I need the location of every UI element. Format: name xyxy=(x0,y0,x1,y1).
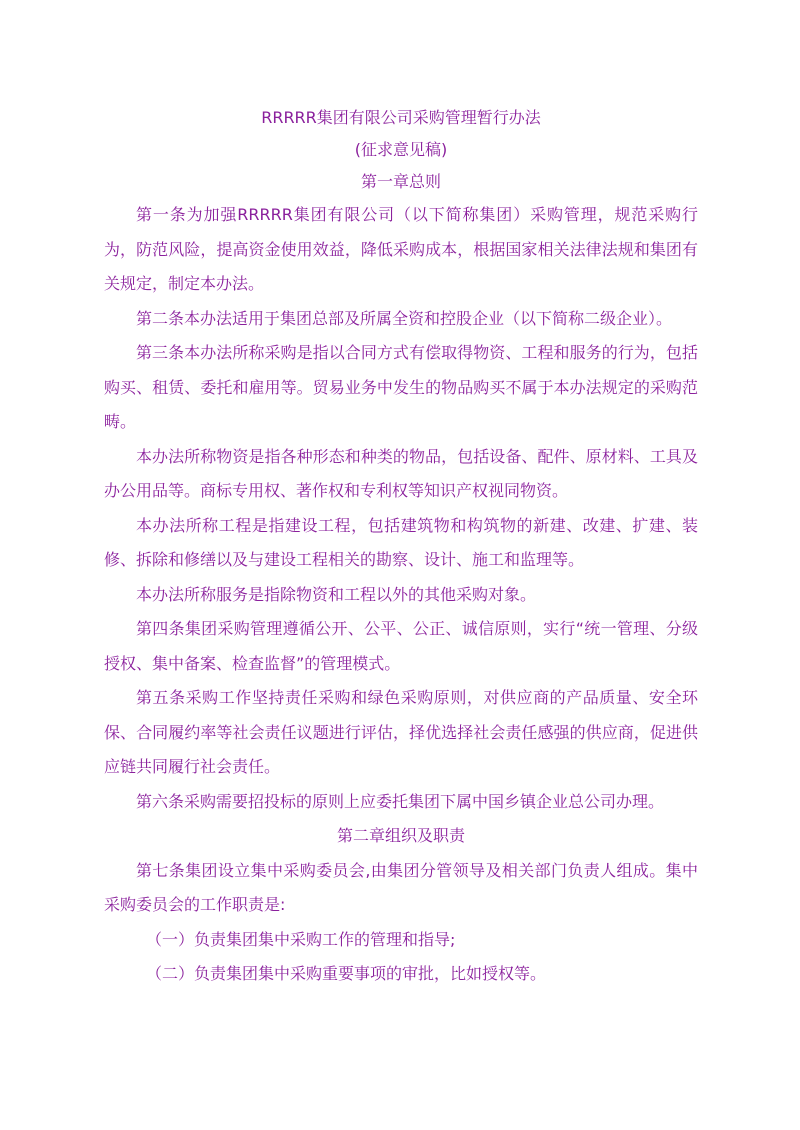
article-1: 第一条为加强RRRRR集团有限公司（以下简称集团）采购管理，规范采购行为，防范风险，提高资金使用效益，降低采购成本，根据国家相关法律法规和集团有关规定，制定本办法。 xyxy=(104,205,698,293)
list-item: （一）负责集团集中采购工作的管理和指导; xyxy=(146,929,456,949)
document-title: RRRRR集团有限公司采购管理暂行办法 xyxy=(261,108,541,127)
definition-services: 本办法所称服务是指除物资和工程以外的其他采购对象。 xyxy=(136,584,537,604)
article-5: 第五条采购工作坚持责任采购和绿色采购原则，对供应商的产品质量、安全环保、合同履约率等社会责任议题进行评估，择优选择社会责任感强的供应商，促进供应链共同履行社会责任。 xyxy=(104,688,698,776)
document-body xyxy=(104,102,698,992)
list-item: （二）负责集团集中采购重要事项的审批，比如授权等。 xyxy=(146,964,547,983)
document-subtitle: (征求意见稿) xyxy=(354,140,448,159)
chapter-1-heading: 第一章总则 xyxy=(360,172,441,191)
definition-engineering: 本办法所称工程是指建设工程，包括建筑物和构筑物的新建、改建、扩建、装修、拆除和修缮以及与建设工程相关的勘察、设计、施工和监理等。 xyxy=(104,515,698,569)
article-7: 第七条集团设立集中采购委员会,由集团分管领导及相关部门负责人组成。集中采购委员会的工作职责是: xyxy=(104,860,698,914)
article-2: 第二条本办法适用于集团总部及所属全资和控股企业（以下简称二级企业）。 xyxy=(136,308,673,328)
article-3: 第三条本办法所称采购是指以合同方式有偿取得物资、工程和服务的行为，包括购买、租赁、委托和雇用等。贸易业务中发生的物品购买不属于本办法规定的采购范畴。 xyxy=(104,343,698,431)
article-4: 第四条集团采购管理遵循公开、公平、公正、诚信原则，实行“统一管理、分级授权、集中备案、检查监督”的管理模式。 xyxy=(104,619,698,673)
chapter-2-heading: 第二章组织及职责 xyxy=(336,826,465,845)
definition-materials: 本办法所称物资是指各种形态和种类的物品，包括设备、配件、原材料、工具及办公用品等。商标专用权、著作权和专利权等知识产权视同物资。 xyxy=(104,446,698,500)
article-6: 第六条采购需要招投标的原则上应委托集团下属中国乡镇企业总公司办理。 xyxy=(136,791,665,811)
